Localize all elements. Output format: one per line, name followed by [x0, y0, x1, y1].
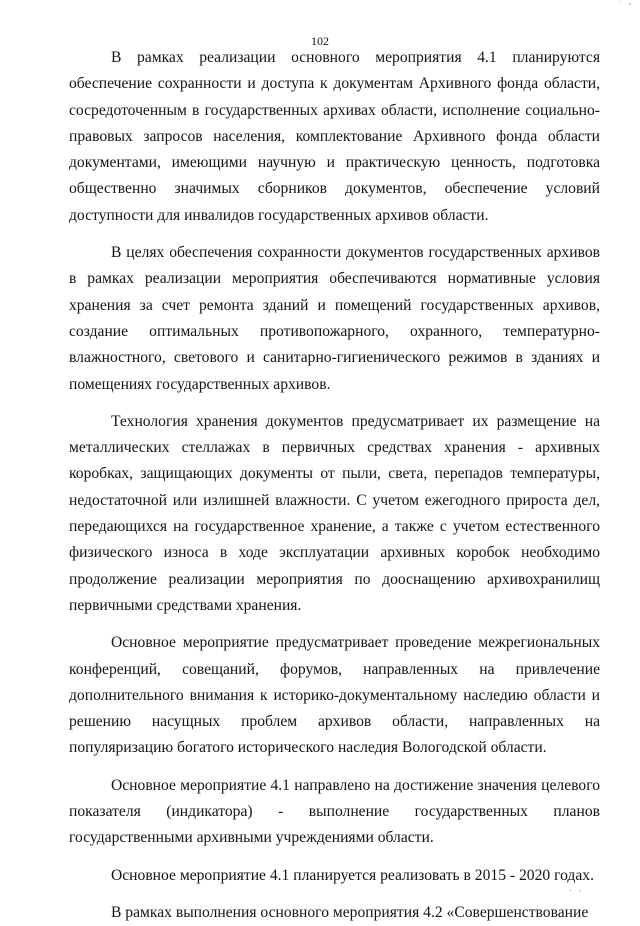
body-text — [69, 45, 600, 926]
paragraph-5: Основное мероприятие 4.1 направлено на достижение значения целевого показателя (индикатора) - выполнение государственных планов государственными архивными учреждениями области. — [69, 776, 600, 847]
paragraph-7: В рамках выполнения основного мероприятия 4.2 «Совершенствование — [111, 903, 589, 921]
paragraph-6: Основное мероприятие 4.1 планируется реализовать в 2015 - 2020 годах. — [111, 866, 594, 884]
page-number: 102 — [311, 34, 329, 48]
paragraph-3: Технология хранения документов предусматривает их размещение на металлических стеллажах в первичных средствах хранения - архивных коробках, защищающих документы от пыли, света, перепадов температуры, недостаточной или излишней влажности. С учетом ежегодного прироста дел, передающихся на государственное хранение, а также с учетом естественного физического износа в ходе эксплуатации архивных коробок необходимо продолжение реализации мероприятия по дооснащению архивохранилищ первичными средствами хранения. — [69, 412, 600, 614]
paragraph-1: В рамках реализации основного мероприятия 4.1 планируются обеспечение сохранности и доступа к документам Архивного фонда области, сосредоточенным в государственных архивах области, исполнение социально-правовых запросов населения, комплектование Архивного фонда области документами, имеющими научную и практическую ценность, подготовка общественно значимых сборников документов, обеспечение условий доступности для инвалидов государственных архивов области. — [69, 49, 600, 224]
scan-mark-top: ' , — [620, 0, 634, 6]
paragraph-4: Основное мероприятие предусматривает проведение межрегиональных конференций, совещаний, форумов, направленных на привлечение дополнительного внимания к историко-документальному наследию области и решению насущных проблем архивов области, направленных на популяризацию богатого исторического наследия Вологодской области. — [69, 634, 600, 757]
scan-mark-bottom: . , — [569, 885, 584, 893]
paragraph-2: В целях обеспечения сохранности документов государственных архивов в рамках реализации мероприятия обеспечиваются нормативные условия хранения за счет ремонта зданий и помещений государственных архивов, создание оптимальных противопожарного, охранного, температурно-влажностного, светового и санитарно-гигиенического режимов в зданиях и помещениях государственных архивов. — [69, 244, 600, 393]
